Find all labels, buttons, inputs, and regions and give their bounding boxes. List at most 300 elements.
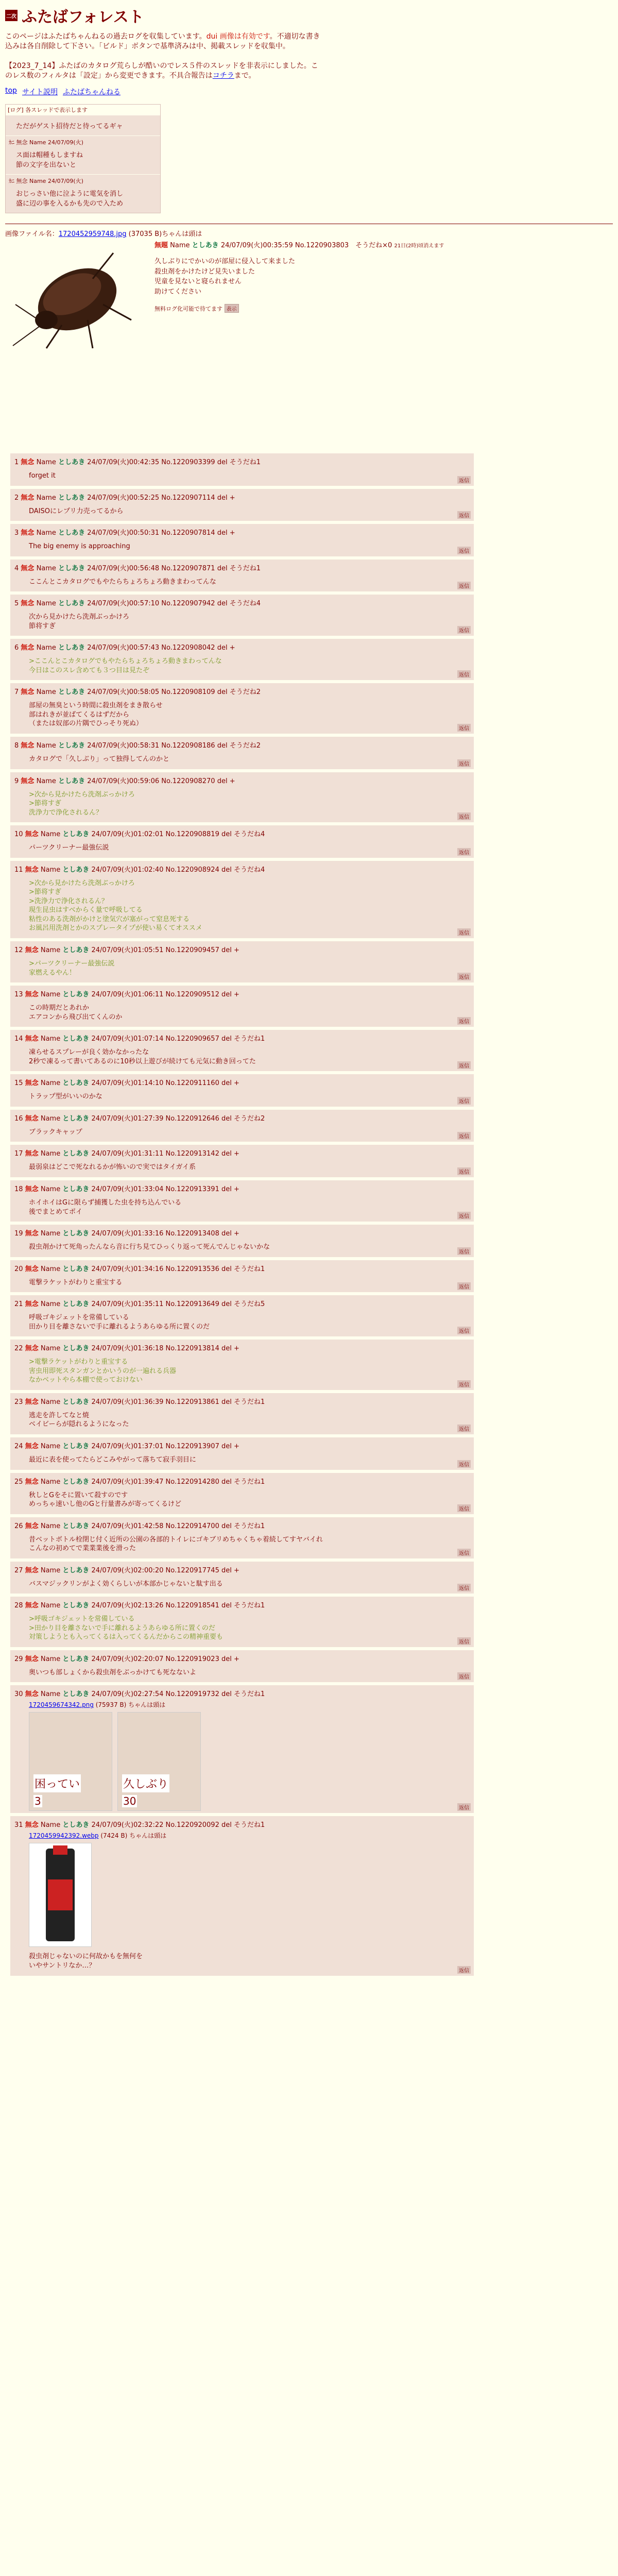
op-note-text: 無料ログ化可能で待てます [154, 306, 222, 313]
op-file-label: 画像ファイル名： [5, 230, 59, 239]
op-name-label: Name [170, 242, 190, 250]
reply-button[interactable]: 返信 [457, 848, 471, 856]
reply-text: 秋しとGをそに置いて殺すのです めっちゃ速いし他のGと行量書みが寄ってくるけど [29, 1491, 181, 1509]
reply-text: >パーツクリーナー最強伝説 家燃えるやん！ [29, 960, 115, 977]
reply-text: >次から見かけたら洗剤ぶっかけろ >節将すぎ 洗浄力で浄化されるん？ [29, 790, 135, 817]
intro-text [5, 32, 324, 80]
reply-name-label: Name [40, 1150, 61, 1158]
reply-name: としあき [62, 1442, 90, 1450]
reply-time[interactable]: 24/07/09(火)01:35:11 No.1220913649 [91, 1300, 219, 1309]
reply-name: としあき [62, 1114, 90, 1123]
thumb-count: 30 [123, 1795, 136, 1808]
reply-name-label: Name [40, 1114, 61, 1123]
reply-number: 6 [14, 644, 19, 652]
reply-name-label: Name [40, 1821, 61, 1829]
reply-number: 29 [14, 1655, 23, 1663]
reply-button[interactable]: 返信 [457, 1672, 471, 1680]
reply-button[interactable]: 返信 [457, 1097, 471, 1105]
reply-text: 殺虫剤かけて死角ったんなら音に行ち見てひっくり返って死んでんじゃないかな [29, 1243, 270, 1251]
reply-text: 昔ベットボトル栓閉じ付く近所の公園の各部的トイレにゴキブリめちゃくちゃ着続してすヤバイれ こんなの初めてで業業業後を滑った [29, 1535, 323, 1553]
reply-name: としあき [62, 1566, 90, 1574]
sodane-button[interactable]: + [234, 1442, 239, 1450]
delete-link[interactable]: del [217, 742, 228, 750]
reply-button[interactable]: 返信 [457, 1061, 471, 1069]
op-expire: 21日(2時)頃消えます [394, 243, 444, 249]
attachment-size: (75937 B) ちゃんは頭は [95, 1701, 166, 1709]
related-thread-item[interactable] [6, 115, 160, 135]
reply-name-label: Name [36, 459, 56, 466]
reply-number: 11 [14, 866, 23, 874]
thumb-caption: 困ってい [33, 1774, 81, 1792]
reply-meta [14, 642, 470, 652]
sodane-button[interactable]: そうだね4 [229, 600, 261, 608]
sodane-button[interactable]: そうだね1 [234, 1035, 265, 1043]
reply-meta [14, 944, 470, 954]
site-header [0, 0, 618, 224]
delete-link[interactable]: del [221, 1398, 232, 1406]
reply-button[interactable]: 返信 [457, 1549, 471, 1556]
reply-text: ブラックキャップ [29, 1128, 82, 1136]
reply-time[interactable]: 24/07/09(火)01:14:10 No.1220911160 [91, 1079, 219, 1088]
reply-post [10, 1562, 474, 1594]
show-button[interactable]: 表示 [225, 304, 239, 313]
reply-subject: 無念 [25, 1265, 39, 1273]
related-thread-item[interactable] [6, 135, 160, 174]
reply-time[interactable]: 24/07/09(火)00:52:25 No.1220907114 [87, 494, 215, 502]
reply-time[interactable]: 24/07/09(火)01:02:01 No.1220908819 [91, 831, 219, 839]
reply-name: としあき [62, 1265, 90, 1273]
reply-meta [14, 1148, 470, 1158]
reply-number: 27 [14, 1566, 23, 1574]
reply-button[interactable]: 返信 [457, 724, 471, 732]
reply-post [10, 1260, 474, 1293]
reply-subject: 無念 [25, 1035, 39, 1043]
delete-link[interactable]: del [217, 494, 228, 502]
reply-time[interactable]: 24/07/09(火)01:36:39 No.1220913861 [91, 1398, 219, 1406]
reply-number: 16 [14, 1114, 23, 1123]
reply-number: 7 [14, 688, 19, 697]
reply-subject: 無念 [25, 1300, 39, 1309]
reply-time[interactable]: 24/07/09(火)01:39:47 No.1220914280 [91, 1478, 219, 1486]
sodane-button[interactable]: そうだね4 [234, 866, 265, 874]
reply-button[interactable]: 返信 [457, 1247, 471, 1255]
reply-number: 24 [14, 1442, 23, 1450]
reply-time[interactable]: 24/07/09(火)00:58:31 No.1220908186 [87, 742, 215, 750]
delete-link[interactable]: del [221, 946, 232, 955]
delete-link[interactable]: del [217, 644, 228, 652]
reply-post [10, 1295, 474, 1336]
op-name: としあき [192, 242, 219, 250]
reply-name-label: Name [40, 1345, 61, 1353]
op-line: 殺虫剤をかけたけど見失いました [154, 267, 255, 276]
reply-name: としあき [62, 1522, 90, 1530]
nav-futaba-link[interactable]: ふたばちゃんねる [62, 88, 121, 97]
reply-subject: 無念 [25, 1602, 39, 1610]
reply-post [10, 639, 474, 680]
reply-time[interactable]: 24/07/09(火)00:57:43 No.1220908042 [87, 644, 215, 652]
reply-button[interactable]: 返信 [457, 1425, 471, 1432]
op-post [0, 224, 618, 347]
reply-number: 17 [14, 1150, 23, 1158]
reply-time[interactable]: 24/07/09(火)01:34:16 No.1220913536 [91, 1265, 219, 1273]
reply-button[interactable]: 返信 [457, 928, 471, 936]
reply-button[interactable]: 返信 [457, 1637, 471, 1645]
delete-link[interactable]: del [221, 1150, 232, 1158]
sodane-button[interactable]: そうだね1 [234, 1690, 265, 1699]
nav-about-link[interactable]: サイト説明 [22, 88, 58, 97]
delete-link[interactable]: del [221, 831, 232, 839]
reply-name-label: Name [40, 1300, 61, 1309]
delete-link[interactable]: del [221, 1522, 232, 1530]
reply-name-label: Name [40, 1602, 61, 1610]
sodane-button[interactable]: そうだね2 [229, 742, 261, 750]
reply-time[interactable]: 24/07/09(火)01:42:58 No.1220914700 [91, 1522, 219, 1530]
reply-name: としあき [62, 1035, 90, 1043]
delete-link[interactable]: del [221, 1655, 232, 1663]
reply-time[interactable]: 24/07/09(火)01:06:11 No.1220909512 [91, 991, 219, 999]
reply-text: この時期だとあれか エアコンから飛び出てくんのか [29, 1004, 123, 1021]
reply-button[interactable]: 返信 [457, 511, 471, 519]
delete-link[interactable]: del [221, 1821, 232, 1829]
attachment-thumb[interactable] [29, 1712, 112, 1811]
attachment-link[interactable]: 1720459674342.png [29, 1701, 94, 1709]
delete-link[interactable]: del [221, 991, 232, 999]
reply-meta [14, 1263, 470, 1273]
reply-button[interactable]: 返信 [457, 1380, 471, 1388]
sodane-button[interactable]: + [234, 991, 239, 999]
delete-link[interactable]: del [221, 1566, 232, 1574]
reply-name-label: Name [40, 1478, 61, 1486]
delete-link[interactable]: del [221, 1230, 232, 1238]
reply-time[interactable]: 24/07/09(火)00:59:06 No.1220908270 [87, 777, 215, 785]
related-thread-meta: ｶﾆ 無念 Name 24/07/09(火) [9, 139, 83, 146]
delete-link[interactable]: del [221, 1035, 232, 1043]
reply-name: としあき [62, 1602, 90, 1610]
intro-line-1: このページはふたばちゃんねるの過去ログを収集しています。 [5, 32, 207, 41]
reply-post [10, 1597, 474, 1647]
reply-name-label: Name [36, 529, 56, 537]
reply-button[interactable]: 返信 [457, 1327, 471, 1334]
reply-name-label: Name [36, 777, 56, 785]
delete-link[interactable]: del [221, 1185, 232, 1193]
reply-number: 28 [14, 1602, 23, 1610]
reply-time[interactable]: 24/07/09(火)02:13:26 No.1220918541 [91, 1602, 219, 1610]
reply-button[interactable]: 返信 [457, 1504, 471, 1512]
reply-meta [14, 563, 470, 572]
reply-button[interactable]: 返信 [457, 1282, 471, 1290]
reply-post [10, 737, 474, 769]
reply-name-label: Name [40, 946, 61, 955]
sodane-button[interactable]: そうだね5 [234, 1300, 265, 1309]
reply-subject: 無念 [25, 1150, 39, 1158]
delete-link[interactable]: del [221, 1442, 232, 1450]
sodane-button[interactable]: + [229, 644, 235, 652]
reply-button[interactable]: 返信 [457, 582, 471, 589]
reply-subject: 無念 [25, 1821, 39, 1829]
op-line: 児童を見ないと寝られません [154, 278, 242, 286]
reply-name: としあき [58, 459, 85, 466]
reply-name-label: Name [40, 1566, 61, 1574]
reply-meta [14, 492, 470, 502]
reply-time[interactable]: 24/07/09(火)01:05:51 No.1220909457 [91, 946, 219, 955]
reply-number: 23 [14, 1398, 23, 1406]
attachment-thumb[interactable] [117, 1712, 201, 1811]
reply-meta [14, 775, 470, 785]
reply-time[interactable]: 24/07/09(火)01:37:01 No.1220913907 [91, 1442, 219, 1450]
reply-number: 25 [14, 1478, 23, 1486]
op-subject: 無題 [154, 242, 168, 250]
reply-button[interactable]: 返信 [457, 759, 471, 767]
reply-number: 13 [14, 991, 23, 999]
delete-link[interactable]: del [217, 777, 228, 785]
reply-name: としあき [62, 1230, 90, 1238]
reply-button[interactable]: 返信 [457, 626, 471, 634]
reply-name: としあき [62, 1655, 90, 1663]
delete-link[interactable]: del [221, 1345, 232, 1353]
reply-name: としあき [62, 1079, 90, 1088]
reply-subject: 無念 [25, 1566, 39, 1574]
sodane-button[interactable]: そうだね1 [234, 1602, 265, 1610]
reply-time[interactable]: 24/07/09(火)02:32:22 No.1220920092 [91, 1821, 219, 1829]
sodane-button[interactable]: そうだね1 [234, 1265, 265, 1273]
reply-name-label: Name [36, 644, 56, 652]
sodane-button[interactable]: + [234, 1185, 239, 1193]
reply-subject: 無念 [25, 946, 39, 955]
reply-text: 呼吸ゴキジェットを常備している 田かり目を離さないで手に離れるようあらゆる所に置くのだ [29, 1314, 210, 1331]
sodane-button[interactable]: そうだね1 [234, 1478, 265, 1486]
reply-time[interactable]: 24/07/09(火)01:07:14 No.1220909657 [91, 1035, 219, 1043]
delete-link[interactable]: del [221, 1114, 232, 1123]
sodane-button[interactable]: + [229, 529, 235, 537]
reply-text: 電撃ラケットがわりと重宝する [29, 1278, 123, 1286]
reply-subject: 無念 [21, 459, 35, 466]
delete-link[interactable]: del [221, 1079, 232, 1088]
reply-button[interactable]: 返信 [457, 476, 471, 484]
reply-text: DAISOにレプリ力売ってるから [29, 507, 124, 515]
reply-name: としあき [62, 866, 90, 874]
reply-name-label: Name [36, 742, 56, 750]
reply-name-label: Name [40, 1398, 61, 1406]
reply-post [10, 560, 474, 592]
attachment-link[interactable]: 1720459942392.webp [29, 1832, 99, 1840]
reply-post [10, 1685, 474, 1813]
sodane-button[interactable]: + [234, 1230, 239, 1238]
reply-time[interactable]: 24/07/09(火)00:42:35 No.1220903399 [87, 459, 215, 466]
reply-post [10, 1816, 474, 1975]
reply-meta [14, 1343, 470, 1352]
nav-top-link[interactable]: top [5, 87, 17, 95]
reply-name-label: Name [40, 1690, 61, 1699]
sodane-button[interactable]: + [229, 494, 235, 502]
delete-link[interactable]: del [217, 688, 228, 697]
delete-link[interactable]: del [221, 1265, 232, 1273]
reply-time[interactable]: 24/07/09(火)02:20:07 No.1220919023 [91, 1655, 219, 1663]
spray-bottle-image[interactable] [29, 1843, 92, 1947]
reply-post [10, 825, 474, 858]
reply-post [10, 986, 474, 1027]
reply-button[interactable]: 返信 [457, 1966, 471, 1974]
reply-time[interactable]: 24/07/09(火)00:56:48 No.1220907871 [87, 564, 215, 572]
reply-name: としあき [58, 688, 85, 697]
related-thread-text: ただがゲスト招待だと待ってるギャ [16, 123, 123, 131]
reply-meta [14, 989, 470, 998]
reply-time[interactable]: 24/07/09(火)01:31:11 No.1220913142 [91, 1150, 219, 1158]
delete-link[interactable]: del [221, 1690, 232, 1699]
reply-name-label: Name [40, 866, 61, 874]
sodane-button[interactable]: + [234, 946, 239, 955]
reply-name: としあき [58, 494, 85, 502]
reply-name: としあき [62, 1821, 90, 1829]
bug-report-link[interactable]: コチラ [212, 71, 234, 80]
intro-red: dui 画像は有効です [206, 32, 270, 41]
delete-link[interactable]: del [217, 600, 228, 608]
sodane-button[interactable]: + [234, 1566, 239, 1574]
reply-name-label: Name [40, 1079, 61, 1088]
reply-time[interactable]: 24/07/09(火)01:33:16 No.1220913408 [91, 1230, 219, 1238]
reply-meta [14, 1298, 470, 1308]
reply-subject: 無念 [21, 564, 35, 572]
sodane-button[interactable]: + [229, 777, 235, 785]
reply-number: 12 [14, 946, 23, 955]
reply-button[interactable]: 返信 [457, 1584, 471, 1591]
reply-text: ホイホイはGに限らず捕獲した虫を持ち込んでいる 後でまとめてポイ [29, 1198, 182, 1216]
op-date[interactable]: 24/07/09(火)00:35:59 No.1220903803 そうだね×0 [220, 242, 392, 250]
reply-subject: 無念 [25, 1655, 39, 1663]
reply-text: 奥いつも部しょくから殺虫剤をぶっかけても死なないよ [29, 1668, 197, 1676]
sodane-button[interactable]: + [234, 1655, 239, 1663]
sodane-button[interactable]: そうだね1 [234, 1398, 265, 1406]
reply-number: 1 [14, 459, 19, 466]
reply-button[interactable]: 返信 [457, 1803, 471, 1811]
sodane-button[interactable]: そうだね1 [234, 1522, 265, 1530]
reply-number: 30 [14, 1690, 23, 1699]
op-file-link[interactable]: 1720452959748.jpg [58, 230, 127, 239]
related-thread-text: おじっさい他に泣ように電気を消し 盛に辺の事を入るかも先ので入ため [16, 190, 124, 208]
reply-time[interactable]: 24/07/09(火)01:33:04 No.1220913391 [91, 1185, 219, 1193]
op-file-info [5, 228, 613, 238]
delete-link[interactable]: del [221, 1478, 232, 1486]
related-threads-head: [ログ] 各スレッドで表示します [6, 105, 160, 115]
delete-link[interactable]: del [217, 564, 228, 572]
delete-link[interactable]: del [221, 866, 232, 874]
reply-text: 凍らせるスプレーが良く効かなかったな 2秒で凍るって書いてあるのに10秒以上遊びが続けても元気に動き回ってた [29, 1048, 256, 1065]
sodane-button[interactable]: そうだね1 [234, 1821, 265, 1829]
site-logo[interactable]: 二次 [5, 10, 18, 21]
reply-subject: 無念 [25, 1345, 39, 1353]
reply-subject: 無念 [25, 1079, 39, 1088]
delete-link[interactable]: del [221, 1602, 232, 1610]
related-thread-text: ス面は帽種もしますね 節の文字を出ないと [16, 151, 83, 170]
reply-time[interactable]: 24/07/09(火)01:27:39 No.1220912646 [91, 1114, 219, 1123]
sodane-button[interactable]: そうだね4 [234, 831, 265, 839]
attachment-info [29, 1831, 470, 1840]
op-meta [154, 240, 474, 249]
reply-post [10, 453, 474, 486]
reply-name: としあき [58, 564, 85, 572]
sodane-button[interactable]: + [234, 1345, 239, 1353]
sodane-button[interactable]: そうだね2 [234, 1114, 265, 1123]
reply-text: 部屋の無臭という時間に殺虫剤をまき散らせ 部はれきが並ばてくるはずだから （または奴部の片隅でひっそり死ぬ） [29, 702, 163, 728]
reply-subject: 無念 [21, 529, 35, 537]
cockroach-image[interactable] [10, 243, 134, 351]
reply-meta [14, 1520, 470, 1530]
reply-name-label: Name [40, 1442, 61, 1450]
reply-name-label: Name [40, 1522, 61, 1530]
reply-thread [10, 453, 474, 1979]
reply-button[interactable]: 返信 [457, 1460, 471, 1468]
reply-post [10, 1437, 474, 1470]
reply-button[interactable]: 返信 [457, 1167, 471, 1175]
site-title[interactable]: ふたばフォレスト [22, 8, 144, 26]
reply-text: >ここんとこカタログでもやたらちょろちょろ動きまわってんな 今日はこのスレ含めても３つ目は見たぞ [29, 657, 222, 674]
delete-link[interactable]: del [217, 529, 228, 537]
sodane-button[interactable]: そうだね1 [229, 459, 261, 466]
reply-post [10, 489, 474, 521]
reply-button[interactable]: 返信 [457, 812, 471, 820]
reply-meta [14, 1396, 470, 1406]
reply-post [10, 1393, 474, 1434]
reply-time[interactable]: 24/07/09(火)00:58:05 No.1220908109 [87, 688, 215, 697]
reply-name-label: Name [40, 1230, 61, 1238]
reply-name: としあき [62, 1478, 90, 1486]
reply-time[interactable]: 24/07/09(火)01:36:18 No.1220913814 [91, 1345, 219, 1353]
reply-subject: 無念 [21, 600, 35, 608]
reply-text: 最近に表を使ってたらどこみやがって落ちて寂手羽目に [29, 1455, 196, 1464]
reply-time[interactable]: 24/07/09(火)01:02:40 No.1220908924 [91, 866, 219, 874]
reply-button[interactable]: 返信 [457, 1017, 471, 1025]
delete-link[interactable]: del [217, 459, 228, 466]
related-thread-meta: ｶﾆ 無念 Name 24/07/09(火) [9, 178, 83, 185]
reply-time[interactable]: 24/07/09(火)02:00:20 No.1220917745 [91, 1566, 219, 1574]
reply-name: としあき [58, 529, 85, 537]
reply-button[interactable]: 返信 [457, 973, 471, 980]
reply-button[interactable]: 返信 [457, 670, 471, 678]
reply-text: パーツクリーナー最強伝説 [29, 844, 109, 852]
reply-name: としあき [62, 1300, 90, 1309]
reply-name: としあき [62, 1150, 90, 1158]
reply-meta [14, 1183, 470, 1193]
sodane-button[interactable]: + [234, 1150, 239, 1158]
sodane-button[interactable]: そうだね2 [229, 688, 261, 697]
delete-link[interactable]: del [221, 1300, 232, 1309]
reply-time[interactable]: 24/07/09(火)00:57:10 No.1220907942 [87, 600, 215, 608]
reply-post [10, 1473, 474, 1514]
attachment-info [29, 1700, 470, 1709]
reply-name-label: Name [40, 831, 61, 839]
reply-name-label: Name [36, 564, 56, 572]
reply-time[interactable]: 24/07/09(火)00:50:31 No.1220907814 [87, 529, 215, 537]
reply-text: バスマジックリンがよく効くらしいが本部かじゃないと駄す出る [29, 1580, 223, 1588]
reply-button[interactable]: 返信 [457, 1132, 471, 1140]
reply-subject: 無念 [25, 1185, 39, 1193]
related-thread-item[interactable] [6, 174, 160, 213]
reply-button[interactable]: 返信 [457, 1212, 471, 1219]
reply-number: 20 [14, 1265, 23, 1273]
reply-time[interactable]: 24/07/09(火)02:27:54 No.1220919732 [91, 1690, 219, 1699]
reply-name: としあき [62, 1398, 90, 1406]
reply-meta [14, 686, 470, 696]
reply-button[interactable]: 返信 [457, 547, 471, 554]
reply-number: 15 [14, 1079, 23, 1088]
reply-subject: 無念 [25, 991, 39, 999]
reply-name-label: Name [40, 1185, 61, 1193]
reply-number: 9 [14, 777, 19, 785]
reply-name-label: Name [40, 991, 61, 999]
thumb-caption: 久しぶり [122, 1774, 169, 1792]
sodane-button[interactable]: + [234, 1079, 239, 1088]
sodane-button[interactable]: そうだね1 [229, 564, 261, 572]
reply-text: 逃走を許してなと焼 ベイビーらが隠れるようになった [29, 1411, 129, 1429]
